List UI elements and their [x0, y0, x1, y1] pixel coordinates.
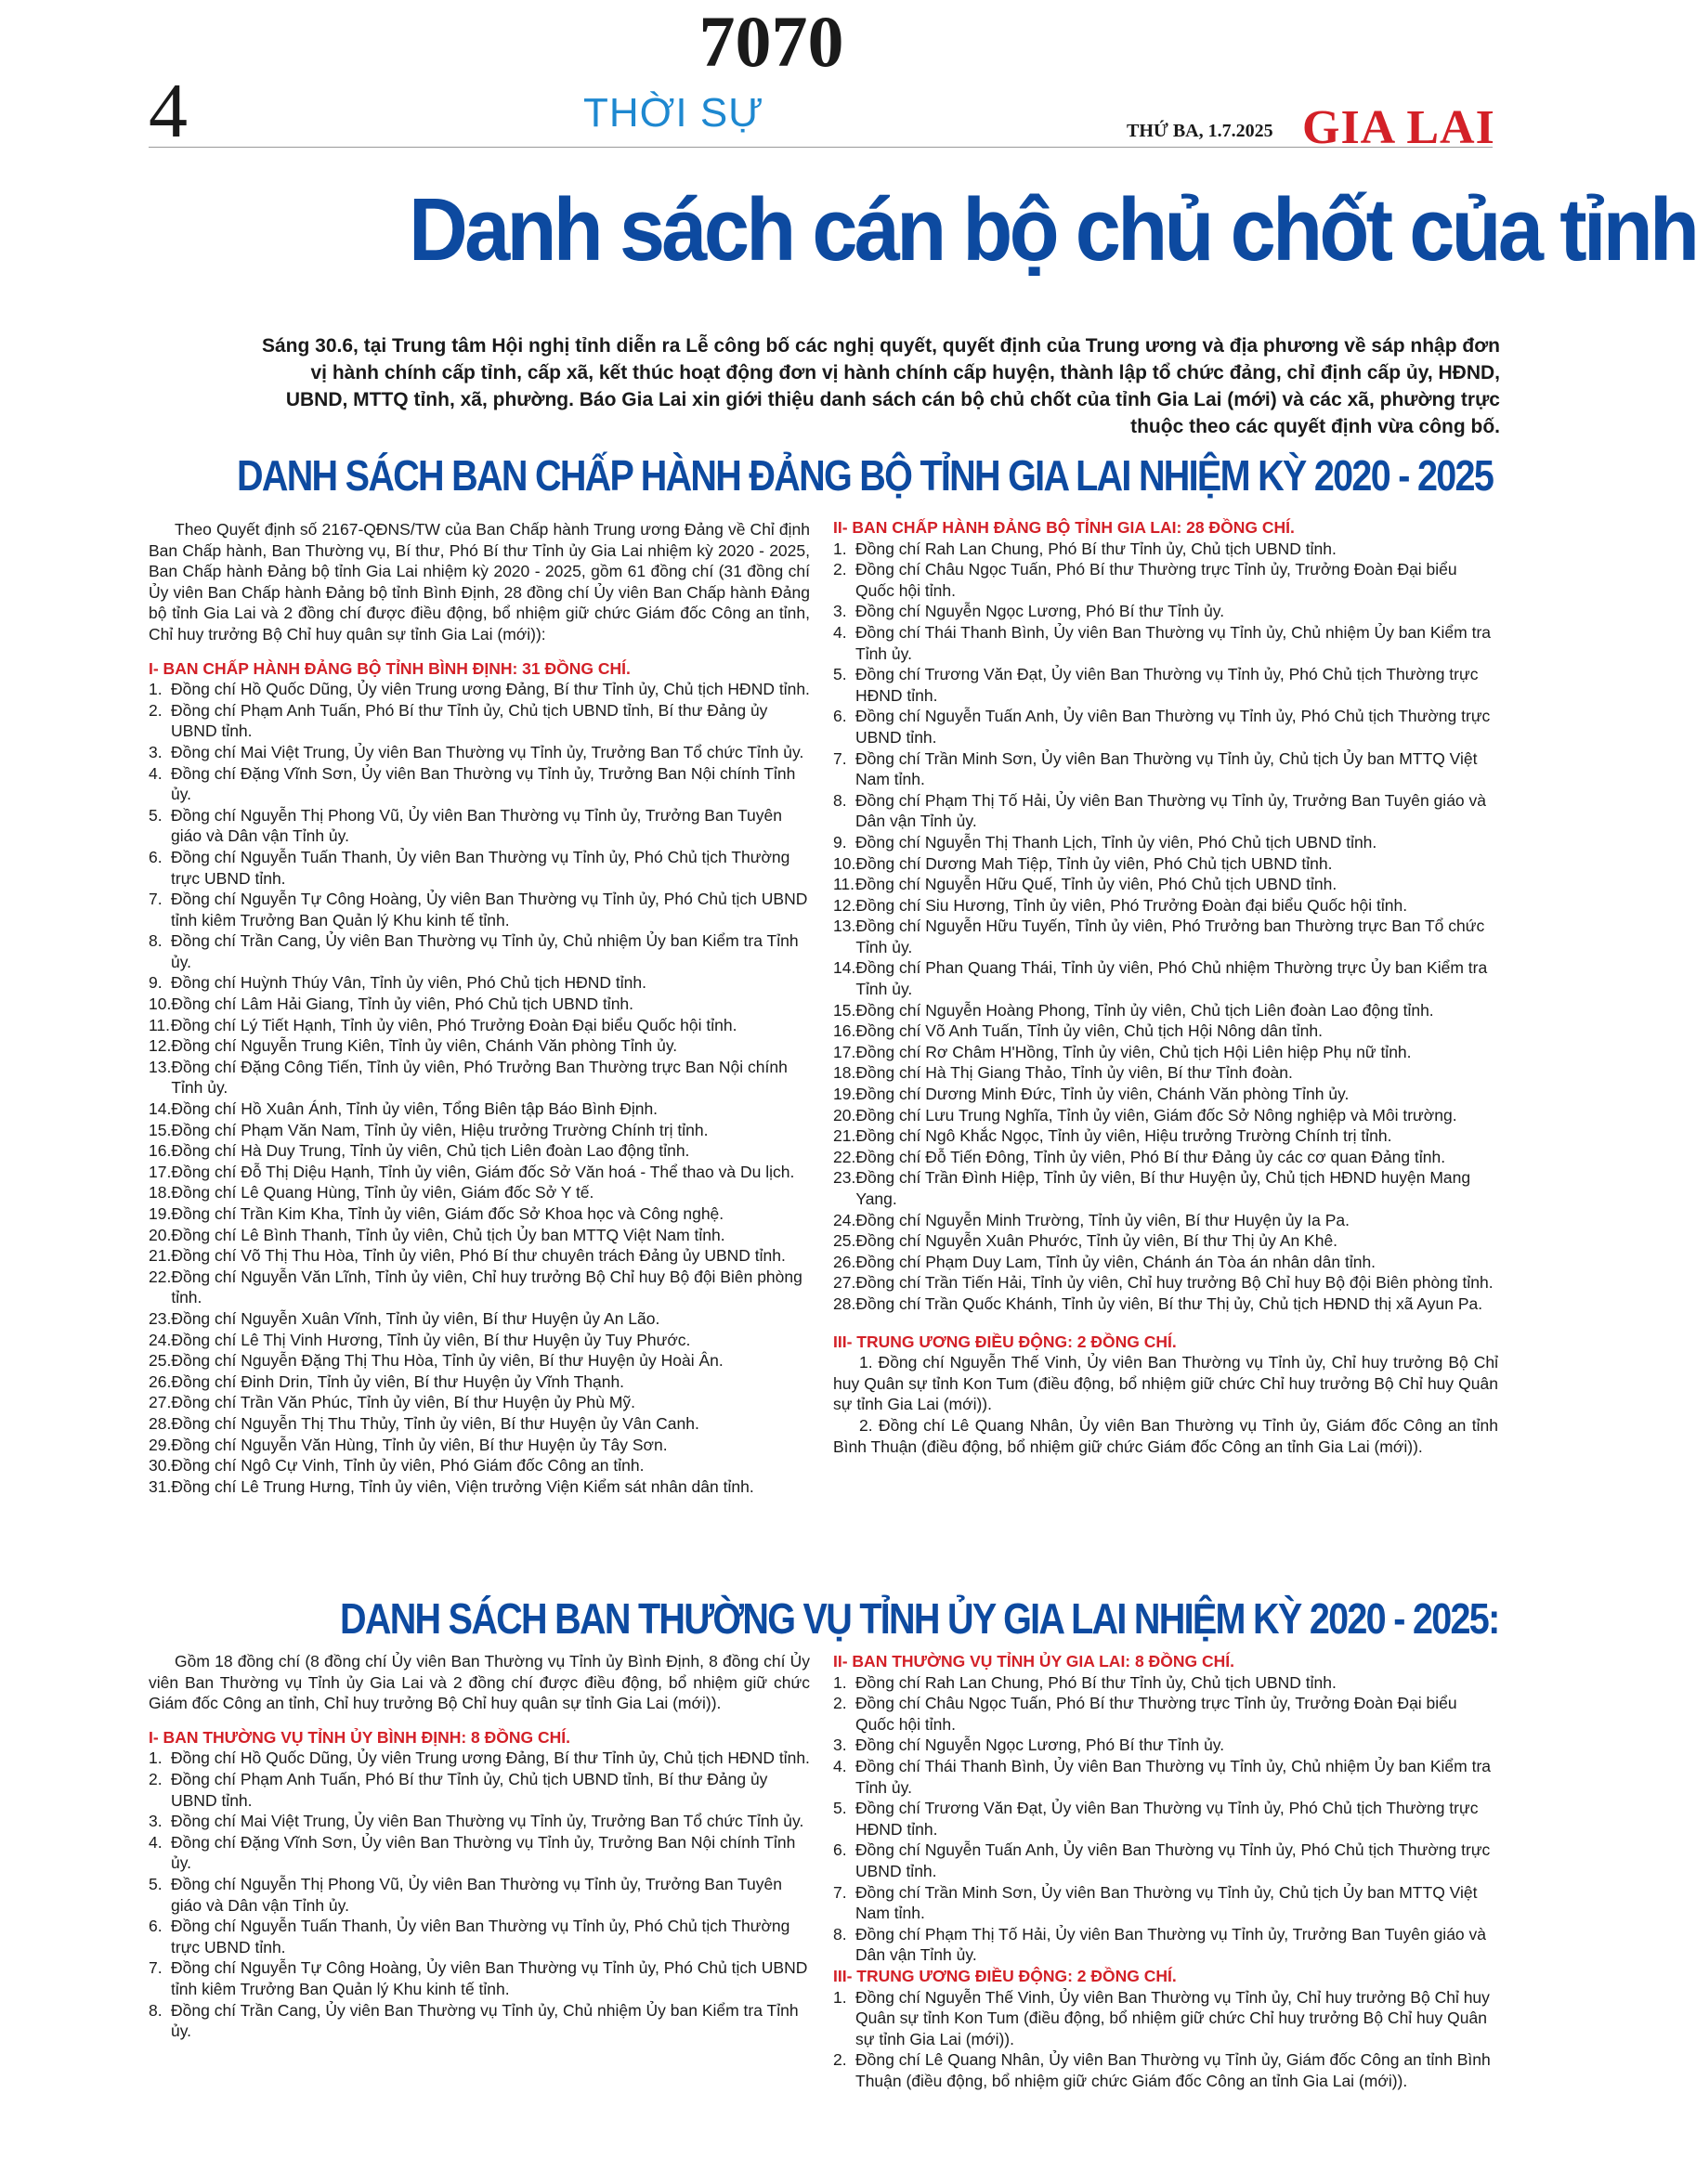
list-item-number: 8. [149, 931, 163, 951]
list-item [149, 742, 810, 763]
list-item-text: Đồng chí Nguyễn Tuấn Anh, Ủy viên Ban Thường vụ Tỉnh ủy, Phó Chủ tịch Thường trực UBND tỉnh. [855, 707, 1491, 747]
list-item [149, 2000, 810, 2042]
list-item [149, 805, 810, 847]
section2-left-column [149, 1651, 810, 2042]
list-item [149, 700, 810, 742]
list-item-text: Đồng chí Rơ Châm H'Hồng, Tỉnh ủy viên, Chủ tịch Hội Liên hiệp Phụ nữ tỉnh. [855, 1042, 1412, 1061]
list-item-text: Đồng chí Nguyễn Thị Thu Thủy, Tỉnh ủy viên, Bí thư Huyện ủy Vân Canh. [171, 1413, 699, 1433]
list-item-text: Đồng chí Phạm Văn Nam, Tỉnh ủy viên, Hiệu trưởng Trường Chính trị tỉnh. [171, 1120, 709, 1139]
list-item-text: Đồng chí Phạm Anh Tuấn, Phó Bí thư Tỉnh ủy, Chủ tịch UBND tỉnh, Bí thư Đảng ủy UBND tỉnh. [171, 1769, 768, 1810]
list-item [149, 1832, 810, 1874]
list-item-text: Đồng chí Nguyễn Văn Hùng, Tỉnh ủy viên, Bí thư Huyện ủy Tây Sơn. [171, 1435, 668, 1454]
list-item-text: Đồng chí Lê Quang Nhân, Ủy viên Ban Thường vụ Tỉnh ủy, Giám đốc Công an tỉnh Bình Thuận (điều động, bổ nhiệm giữ chức Giám đốc Công an tỉnh Gia Lai (mới)). [855, 2050, 1491, 2090]
list-item [833, 1230, 1498, 1252]
section2-part1-heading: I- BAN THƯỜNG VỤ TỈNH ỦY BÌNH ĐỊNH: 8 ĐỒNG CHÍ. [149, 1727, 570, 1747]
masthead-divider [149, 147, 1493, 148]
list-item-number: 20. [149, 1225, 172, 1244]
list-item-text: Đồng chí Nguyễn Trung Kiên, Tỉnh ủy viên, Chánh Văn phòng Tỉnh ủy. [171, 1036, 678, 1056]
list-item-number: 17. [149, 1162, 172, 1181]
list-item [833, 601, 1498, 622]
list-item [833, 1840, 1498, 1881]
list-item-number: 29. [149, 1435, 172, 1454]
list-item-text: Đồng chí Ngô Khắc Ngọc, Tỉnh ủy viên, Hiệu trưởng Trường Chính trị tỉnh. [855, 1126, 1392, 1146]
list-item-number: 1. [149, 680, 163, 699]
list-item-text: Đồng chí Lê Quang Hùng, Tỉnh ủy viên, Giám đốc Sở Y tế. [171, 1183, 594, 1202]
list-item [833, 1294, 1498, 1315]
list-item-text: Đồng chí Nguyễn Tuấn Anh, Ủy viên Ban Thường vụ Tỉnh ủy, Phó Chủ tịch Thường trực UBND tỉnh. [855, 1840, 1491, 1880]
list-item-number: 6. [149, 1917, 163, 1936]
list-item [833, 1062, 1498, 1084]
list-item-number: 8. [833, 1924, 847, 1944]
list-item-text: Đồng chí Trần Kim Kha, Tỉnh ủy viên, Giám đốc Sở Khoa học và Công nghệ. [171, 1204, 724, 1223]
list-item [149, 1203, 810, 1225]
list-item-number: 10. [833, 853, 856, 873]
page-number: 4 [149, 68, 188, 154]
list-item-number: 1. [833, 1672, 847, 1692]
list-item-number: 31. [149, 1476, 172, 1496]
list-item-text: Đồng chí Siu Hương, Tỉnh ủy viên, Phó Trưởng Đoàn đại biểu Quốc hội tỉnh. [855, 895, 1408, 915]
list-item [149, 1182, 810, 1203]
list-item-text: Đồng chí Trần Cang, Ủy viên Ban Thường vụ Tỉnh ủy, Chủ nhiệm Ủy ban Kiểm tra Tỉnh ủy. [171, 2000, 799, 2041]
list-item-text: Đồng chí Phạm Thị Tố Hải, Ủy viên Ban Thường vụ Tỉnh ủy, Trưởng Ban Tuyên giáo và Dân vận Tỉnh ủy. [855, 790, 1487, 831]
newspaper-brand: GIA LAI [1302, 101, 1495, 154]
list-item-number: 14. [833, 958, 856, 978]
list-item-text: Đồng chí Lưu Trung Nghĩa, Tỉnh ủy viên, Giám đốc Sở Nông nghiệp và Môi trường. [855, 1105, 1457, 1124]
list-item-text: Đồng chí Hà Thị Giang Thảo, Tỉnh ủy viên, Bí thư Tỉnh đoàn. [855, 1063, 1293, 1083]
list-item-number: 4. [149, 1832, 163, 1852]
list-item-number: 16. [149, 1141, 172, 1161]
list-item [149, 1748, 810, 1769]
list-item [833, 1125, 1498, 1147]
list-item [149, 1372, 810, 1393]
list-item-number: 11. [149, 1015, 171, 1034]
list-item-text: Đồng chí Võ Thị Thu Hòa, Tỉnh ủy viên, Phó Bí thư chuyên trách Đảng ủy UBND tỉnh. [171, 1246, 786, 1266]
list-item [833, 957, 1498, 999]
list-item-number: 24. [833, 1210, 856, 1229]
list-item-number: 7. [149, 1958, 163, 1978]
list-item-number: 1. [149, 1748, 163, 1768]
list-item-number: 16. [833, 1021, 856, 1041]
list-item-number: 7. [149, 890, 163, 909]
list-item [149, 1140, 810, 1162]
list-item [833, 539, 1498, 560]
list-item-text: Đồng chí Nguyễn Minh Trường, Tỉnh ủy viên, Bí thư Huyện ủy Ia Pa. [855, 1210, 1350, 1229]
issue-date: THỨ BA, 1.7.2025 [1127, 121, 1273, 141]
list-item [833, 1020, 1498, 1042]
section1-right-column [833, 517, 1498, 1457]
list-item [149, 1455, 810, 1476]
list-item-number: 23. [833, 1168, 856, 1188]
list-item [833, 1756, 1498, 1798]
issue-number: 7070 [698, 1, 844, 82]
section1-intro: Theo Quyết định số 2167-QĐNS/TW của Ban Chấp hành Trung ương Đảng về Chỉ định Ban Chấp hành, Ban Thường vụ, Bí thư, Phó Bí thư Tỉnh ủy Gia Lai nhiệm kỳ 2020 - 2025, Ban Chấp hành Đảng bộ tỉnh Gia Lai nhiệm kỳ 2020 - 2025, gồm 61 đồng chí (31 đồng chí Ủy viên Ban Chấp hành Đảng bộ tỉnh Bình Định, 28 đồng chí Ủy viên Ban Chấp hành Đảng bộ tỉnh Gia Lai và 2 đồng chí được điều động, bổ nhiệm giữ chức Giám đốc Công an tỉnh, Chỉ huy trưởng Bộ Chỉ huy quân sự tỉnh Gia Lai (mới)): [149, 520, 810, 644]
list-item-text: Đồng chí Nguyễn Thị Phong Vũ, Ủy viên Ban Thường vụ Tỉnh ủy, Trưởng Ban Tuyên giáo và Dân vận Tỉnh ủy. [171, 1874, 782, 1915]
list-item [149, 1476, 810, 1498]
section-title-standing-committee: DANH SÁCH BAN THƯỜNG VỤ TỈNH ỦY GIA LAI NHIỆM KỲ 2020 - 2025: [340, 1594, 1499, 1643]
list-item-text: Đồng chí Võ Anh Tuấn, Tỉnh ủy viên, Chủ tịch Hội Nông dân tỉnh. [855, 1021, 1323, 1041]
list-item [833, 1167, 1498, 1209]
list-item-number: 6. [833, 707, 847, 726]
list-item-text: Đồng chí Trần Minh Sơn, Ủy viên Ban Thường vụ Tỉnh ủy, Chủ tịch Ủy ban MTTQ Việt Nam tỉnh. [855, 748, 1478, 789]
list-item [833, 1210, 1498, 1231]
list-item-number: 2. [833, 560, 847, 579]
list-item-text: Đồng chí Trần Văn Phúc, Tỉnh ủy viên, Bí thư Huyện ủy Phù Mỹ. [171, 1393, 636, 1412]
list-item-text: Đồng chí Thái Thanh Bình, Ủy viên Ban Thường vụ Tỉnh ủy, Chủ nhiệm Ủy ban Kiểm tra Tỉnh ủy. [855, 1756, 1492, 1797]
list-item-number: 4. [833, 622, 847, 642]
list-item-text: Đồng chí Nguyễn Đặng Thị Thu Hòa, Tỉnh ủy viên, Bí thư Huyện ủy Hoài Ân. [171, 1351, 724, 1371]
list-item-text: Đồng chí Lê Thị Vinh Hương, Tỉnh ủy viên, Bí thư Huyện ủy Tuy Phước. [171, 1330, 691, 1349]
list-item-text: Đồng chí Đinh Drin, Tỉnh ủy viên, Bí thư Huyện ủy Vĩnh Thạnh. [171, 1372, 625, 1391]
section-label: THỜI SỰ [583, 90, 764, 136]
list-item-text: Đồng chí Thái Thanh Bình, Ủy viên Ban Thường vụ Tỉnh ủy, Chủ nhiệm Ủy ban Kiểm tra Tỉnh ủy. [855, 622, 1492, 663]
list-item-text: Đồng chí Đặng Vĩnh Sơn, Ủy viên Ban Thường vụ Tỉnh ủy, Trưởng Ban Nội chính Tỉnh ủy. [171, 763, 796, 804]
list-item-text: Đồng chí Đặng Công Tiến, Tỉnh ủy viên, Phó Trưởng Ban Thường trực Ban Nội chính Tỉnh ủy. [171, 1057, 788, 1098]
list-item-number: 22. [149, 1267, 172, 1286]
list-item-number: 3. [833, 1736, 847, 1755]
list-item [149, 1413, 810, 1435]
list-item [149, 1874, 810, 1916]
list-item-number: 2. [149, 700, 163, 720]
list-item-number: 21. [833, 1126, 856, 1146]
list-item [149, 1162, 810, 1183]
list-item-text: Đồng chí Dương Mah Tiệp, Tỉnh ủy viên, Phó Chủ tịch UBND tỉnh. [855, 853, 1333, 873]
section1-part1-list [149, 679, 810, 1497]
list-item: 2. Đồng chí Lê Quang Nhân, Ủy viên Ban Thường vụ Tỉnh ủy, Giám đốc Công an tỉnh Bình Thuận (điều động, bổ nhiệm giữ chức Giám đốc Công an tỉnh Gia Lai (mới)). [833, 1415, 1498, 1456]
list-item-text: Đồng chí Nguyễn Ngọc Lương, Phó Bí thư Tỉnh ủy. [855, 1736, 1225, 1755]
list-item [149, 1811, 810, 1832]
list-item-number: 30. [149, 1456, 172, 1476]
list-item-number: 1. [833, 1987, 847, 2007]
list-item [149, 1957, 810, 1999]
list-item-text: Đồng chí Nguyễn Xuân Phước, Tỉnh ủy viên, Bí thư Thị ủy An Khê. [855, 1231, 1338, 1251]
list-item [149, 1267, 810, 1308]
list-item [149, 1057, 810, 1098]
list-item-text: Đồng chí Nguyễn Thị Thanh Lịch, Tỉnh ủy viên, Phó Chủ tịch UBND tỉnh. [855, 832, 1377, 852]
list-item [833, 1798, 1498, 1840]
list-item-text: Đồng chí Nguyễn Tự Công Hoàng, Ủy viên Ban Thường vụ Tỉnh ủy, Phó Chủ tịch UBND tỉnh kiêm Trưởng Ban Quản lý Khu kinh tế tỉnh. [171, 1958, 808, 1998]
list-item-number: 22. [833, 1147, 856, 1166]
list-item-text: Đồng chí Huỳnh Thúy Vân, Tỉnh ủy viên, Phó Chủ tịch HĐND tỉnh. [171, 973, 646, 993]
list-item-text: Đồng chí Phạm Anh Tuấn, Phó Bí thư Tỉnh ủy, Chủ tịch UBND tỉnh, Bí thư Đảng ủy UBND tỉnh. [171, 700, 768, 741]
list-item [833, 1000, 1498, 1021]
list-item-text: Đồng chí Nguyễn Hoàng Phong, Tỉnh ủy viên, Chủ tịch Liên đoàn Lao động tỉnh. [855, 1000, 1434, 1020]
list-item-text: Đồng chí Nguyễn Hữu Tuyến, Tỉnh ủy viên, Phó Trưởng ban Thường trực Ban Tổ chức Tỉnh ủy. [855, 916, 1485, 956]
list-item [149, 972, 810, 994]
list-item: 1. Đồng chí Nguyễn Thế Vinh, Ủy viên Ban Thường vụ Tỉnh ủy, Chỉ huy trưởng Bộ Chỉ huy Quân sự tỉnh Kon Tum (điều động, bổ nhiệm giữ chức Chỉ huy trưởng Bộ Chỉ huy Quân sự tỉnh Gia Lai (mới)). [833, 1353, 1498, 1414]
list-item-number: 1. [833, 539, 847, 558]
list-item-text: Đồng chí Trần Đình Hiệp, Tỉnh ủy viên, Bí thư Huyện ủy, Chủ tịch HĐND huyện Mang Yang. [855, 1168, 1471, 1208]
list-item-text: Đồng chí Đỗ Thị Diệu Hạnh, Tỉnh ủy viên, Giám đốc Sở Văn hoá - Thể thao và Du lịch. [171, 1162, 795, 1181]
list-item [149, 1330, 810, 1351]
list-item-number: 26. [149, 1372, 172, 1391]
list-item-number: 2. [833, 1694, 847, 1713]
list-item-number: 20. [833, 1105, 856, 1124]
list-item-number: 15. [149, 1120, 172, 1139]
list-item-text: Đồng chí Phạm Thị Tố Hải, Ủy viên Ban Thường vụ Tỉnh ủy, Trưởng Ban Tuyên giáo và Dân vận Tỉnh ủy. [855, 1924, 1487, 1965]
list-item [833, 1924, 1498, 1966]
page-headline: Danh sách cán bộ chủ chốt của tỉnh [409, 180, 1696, 280]
list-item-number: 12. [149, 1036, 172, 1056]
list-item [149, 1035, 810, 1057]
list-item-text: Đồng chí Hồ Quốc Dũng, Ủy viên Trung ương Đảng, Bí thư Tỉnh ủy, Chủ tịch HĐND tỉnh. [171, 1748, 810, 1768]
list-item [149, 930, 810, 972]
list-item-text: Đồng chí Mai Việt Trung, Ủy viên Ban Thường vụ Tỉnh ủy, Trưởng Ban Tổ chức Tỉnh ủy. [171, 1812, 804, 1831]
list-item [833, 706, 1498, 748]
list-item-number: 7. [833, 1882, 847, 1902]
list-item [149, 679, 810, 700]
section1-part1-heading: I- BAN CHẤP HÀNH ĐẢNG BỘ TỈNH BÌNH ĐỊNH: 31 ĐỒNG CHÍ. [149, 658, 631, 678]
list-item [833, 790, 1498, 832]
list-item [833, 1987, 1498, 2050]
list-item-text: Đồng chí Trương Văn Đạt, Ủy viên Ban Thường vụ Tỉnh ủy, Phó Chủ tịch Thường trực HĐND tỉnh. [855, 1799, 1479, 1839]
section2-part3-list [833, 1987, 1498, 2092]
list-item [833, 622, 1498, 664]
lead-paragraph: Sáng 30.6, tại Trung tâm Hội nghị tỉnh diễn ra Lễ công bố các nghị quyết, quyết định của Trung ương và địa phương về sáp nhập đơn vị hành chính cấp tỉnh, cấp xã, kết thúc hoạt động đơn vị hành chính cấp huyện, thành lập tổ chức đảng, chỉ định cấp ủy, HĐND, UBND, MTTQ tỉnh, xã, phường. Báo Gia Lai xin giới thiệu danh sách cán bộ chủ chốt của tỉnh Gia Lai (mới) và các xã, phường trực thuộc theo các quyết định vừa công bố. [262, 335, 1500, 437]
list-item-number: 27. [833, 1273, 856, 1293]
list-item-number: 5. [833, 665, 847, 684]
list-item-text: Đồng chí Lê Trung Hưng, Tỉnh ủy viên, Viện trưởng Viện Kiểm sát nhân dân tỉnh. [171, 1476, 754, 1496]
list-item-text: Đồng chí Nguyễn Thị Phong Vũ, Ủy viên Ban Thường vụ Tỉnh ủy, Trưởng Ban Tuyên giáo và Dân vận Tỉnh ủy. [171, 805, 782, 846]
list-item-number: 2. [833, 2050, 847, 2070]
list-item-number: 5. [149, 1874, 163, 1893]
list-item-number: 18. [149, 1183, 172, 1202]
list-item [833, 1693, 1498, 1735]
list-item-text: Đồng chí Phạm Duy Lam, Tỉnh ủy viên, Chánh án Tòa án nhân dân tỉnh. [855, 1252, 1376, 1271]
list-item-number: 14. [149, 1099, 172, 1119]
list-item-number: 6. [149, 847, 163, 866]
list-item-text: Đồng chí Rah Lan Chung, Phó Bí thư Tỉnh ủy, Chủ tịch UBND tỉnh. [855, 1672, 1337, 1692]
list-item [149, 1769, 810, 1811]
list-item-number: 19. [149, 1204, 172, 1223]
list-item-number: 21. [149, 1246, 172, 1266]
list-item [149, 1392, 810, 1413]
list-item-number: 5. [149, 805, 163, 825]
list-item [833, 1882, 1498, 1924]
list-item-number: 10. [149, 994, 172, 1014]
list-item-text: Đồng chí Ngô Cự Vinh, Tỉnh ủy viên, Phó Giám đốc Công an tỉnh. [171, 1456, 645, 1476]
list-item-text: Đồng chí Nguyễn Tuấn Thanh, Ủy viên Ban Thường vụ Tỉnh ủy, Phó Chủ tịch Thường trực UBND tỉnh. [171, 1917, 790, 1956]
list-item [833, 853, 1498, 875]
list-item [149, 1015, 810, 1036]
list-item-number: 12. [833, 895, 856, 915]
list-item-text: Đồng chí Hồ Xuân Ánh, Tỉnh ủy viên, Tổng Biên tập Báo Bình Định. [171, 1099, 659, 1119]
list-item [833, 832, 1498, 853]
list-item-number: 24. [149, 1330, 172, 1349]
list-item [149, 1120, 810, 1141]
section-title-executive-committee: DANH SÁCH BAN CHẤP HÀNH ĐẢNG BỘ TỈNH GIA LAI NHIỆM KỲ 2020 - 2025 [237, 451, 1494, 500]
list-item-number: 25. [833, 1231, 856, 1251]
list-item-number: 28. [149, 1413, 172, 1433]
list-item-text: Đồng chí Hồ Quốc Dũng, Ủy viên Trung ương Đảng, Bí thư Tỉnh ủy, Chủ tịch HĐND tỉnh. [171, 680, 810, 699]
list-item [833, 1672, 1498, 1694]
list-item-text: Đồng chí Phan Quang Thái, Tỉnh ủy viên, Phó Chủ nhiệm Thường trực Ủy ban Kiểm tra Tỉnh ủy. [855, 958, 1488, 999]
list-item-text: Đồng chí Trương Văn Đạt, Ủy viên Ban Thường vụ Tỉnh ủy, Phó Chủ tịch Thường trực HĐND tỉnh. [855, 665, 1479, 705]
list-item [833, 664, 1498, 706]
list-item-number: 3. [833, 602, 847, 621]
list-item [833, 559, 1498, 601]
list-item-number: 3. [149, 1812, 163, 1831]
list-item-text: Đồng chí Đỗ Tiến Đông, Tỉnh ủy viên, Phó Bí thư Đảng ủy các cơ quan Đảng tỉnh. [855, 1147, 1446, 1166]
list-item [833, 1042, 1498, 1063]
list-item [149, 1225, 810, 1246]
list-item-number: 8. [833, 790, 847, 810]
section1-part2-list [833, 539, 1498, 1315]
list-item [833, 916, 1498, 957]
list-item [149, 1098, 810, 1120]
list-item-text: Đồng chí Trần Tiến Hải, Tỉnh ủy viên, Chỉ huy trưởng Bộ Chỉ huy Bộ đội Biên phòng tỉnh. [855, 1273, 1494, 1293]
section2-part3-heading: III- TRUNG ƯƠNG ĐIỀU ĐỘNG: 2 ĐỒNG CHÍ. [833, 1966, 1177, 1985]
list-item [833, 748, 1498, 790]
list-item-number: 27. [149, 1393, 172, 1412]
list-item-number: 4. [833, 1756, 847, 1775]
section1-part3-list [833, 1352, 1498, 1457]
list-item [833, 1272, 1498, 1294]
list-item [149, 763, 810, 805]
list-item-text: Đồng chí Hà Duy Trung, Tỉnh ủy viên, Chủ tịch Liên đoàn Lao động tỉnh. [171, 1141, 690, 1161]
list-item-text: Đồng chí Mai Việt Trung, Ủy viên Ban Thường vụ Tỉnh ủy, Trưởng Ban Tổ chức Tỉnh ủy. [171, 742, 804, 761]
list-item-number: 9. [833, 832, 847, 852]
list-item [833, 895, 1498, 916]
list-item-text: Đồng chí Trần Minh Sơn, Ủy viên Ban Thường vụ Tỉnh ủy, Chủ tịch Ủy ban MTTQ Việt Nam tỉnh. [855, 1882, 1478, 1923]
list-item-number: 7. [833, 748, 847, 768]
list-item [833, 1084, 1498, 1105]
section2-right-column [833, 1651, 1498, 2091]
list-item-text: Đồng chí Nguyễn Tự Công Hoàng, Ủy viên Ban Thường vụ Tỉnh ủy, Phó Chủ tịch UBND tỉnh kiêm Trưởng Ban Quản lý Khu kinh tế tỉnh. [171, 890, 808, 930]
list-item-number: 19. [833, 1085, 856, 1104]
list-item-text: Đồng chí Lê Bình Thanh, Tỉnh ủy viên, Chủ tịch Ủy ban MTTQ Việt Nam tỉnh. [171, 1225, 725, 1244]
list-item-text: Đồng chí Rah Lan Chung, Phó Bí thư Tỉnh ủy, Chủ tịch UBND tỉnh. [855, 539, 1337, 558]
list-item-text: Đồng chí Trần Quốc Khánh, Tỉnh ủy viên, Bí thư Thị ủy, Chủ tịch HĐND thị xã Ayun Pa. [855, 1294, 1483, 1313]
list-item-number: 13. [833, 916, 856, 936]
list-item-number: 6. [833, 1840, 847, 1860]
list-item-text: Đồng chí Nguyễn Văn Lĩnh, Tỉnh ủy viên, Chỉ huy trưởng Bộ Chỉ huy Bộ đội Biên phòng tỉnh. [171, 1267, 802, 1307]
list-item-text: Đồng chí Châu Ngọc Tuấn, Phó Bí thư Thường trực Tỉnh ủy, Trưởng Đoàn Đại biểu Quốc hội tỉnh. [855, 560, 1457, 600]
list-item-text: Đồng chí Trần Cang, Ủy viên Ban Thường vụ Tỉnh ủy, Chủ nhiệm Ủy ban Kiểm tra Tỉnh ủy. [171, 931, 799, 971]
section1-part3-heading: III- TRUNG ƯƠNG ĐIỀU ĐỘNG: 2 ĐỒNG CHÍ. [833, 1332, 1177, 1351]
list-item [149, 889, 810, 930]
list-item-number: 5. [833, 1799, 847, 1818]
list-item-number: 28. [833, 1294, 856, 1313]
list-item-number: 23. [149, 1308, 172, 1328]
list-item-text: Đồng chí Nguyễn Tuấn Thanh, Ủy viên Ban Thường vụ Tỉnh ủy, Phó Chủ tịch Thường trực UBND tỉnh. [171, 847, 790, 888]
list-item-number: 13. [149, 1057, 172, 1076]
list-item-number: 9. [149, 973, 163, 993]
section1-part2-heading: II- BAN CHẤP HÀNH ĐẢNG BỘ TỈNH GIA LAI: 28 ĐỒNG CHÍ. [833, 518, 1295, 537]
list-item [149, 1245, 810, 1267]
list-item [149, 847, 810, 889]
list-item [833, 1147, 1498, 1168]
list-item [149, 994, 810, 1015]
list-item [149, 1435, 810, 1456]
list-item [833, 2049, 1498, 2091]
list-item-number: 17. [833, 1042, 856, 1061]
list-item-number: 3. [149, 742, 163, 761]
list-item [149, 1308, 810, 1330]
list-item-text: Đồng chí Nguyễn Xuân Vĩnh, Tỉnh ủy viên, Bí thư Huyện ủy An Lão. [171, 1308, 660, 1328]
list-item-text: Đồng chí Dương Minh Đức, Tỉnh ủy viên, Chánh Văn phòng Tỉnh ủy. [855, 1085, 1350, 1104]
section1-left-column [149, 519, 810, 1497]
section2-part1-list [149, 1748, 810, 2041]
list-item-number: 4. [149, 763, 163, 783]
list-item-number: 8. [149, 2000, 163, 2020]
list-item [833, 1105, 1498, 1126]
list-item-number: 25. [149, 1351, 172, 1371]
section2-part2-list [833, 1672, 1498, 1966]
section2-part2-heading: II- BAN THƯỜNG VỤ TỈNH ỦY GIA LAI: 8 ĐỒNG CHÍ. [833, 1652, 1234, 1670]
list-item [833, 1252, 1498, 1273]
list-item [149, 1350, 810, 1372]
list-item-text: Đồng chí Lâm Hải Giang, Tỉnh ủy viên, Phó Chủ tịch UBND tỉnh. [171, 994, 634, 1014]
list-item-number: 2. [149, 1769, 163, 1788]
list-item-text: Đồng chí Nguyễn Hữu Quế, Tỉnh ủy viên, Phó Chủ tịch UBND tỉnh. [855, 875, 1337, 894]
list-item-number: 11. [833, 875, 855, 894]
list-item-number: 26. [833, 1252, 856, 1271]
list-item-text: Đồng chí Lý Tiết Hạnh, Tỉnh ủy viên, Phó Trưởng Đoàn Đại biểu Quốc hội tỉnh. [171, 1015, 737, 1034]
section2-intro: Gồm 18 đồng chí (8 đồng chí Ủy viên Ban Thường vụ Tỉnh ủy Bình Định, 8 đồng chí Ủy viên Ban Thường vụ Tỉnh ủy Gia Lai và 2 đồng chí được điều động, bổ nhiệm giữ chức Giám đốc Công an tỉnh, Chỉ huy trưởng Bộ Chỉ huy quân sự tỉnh Gia Lai (mới)). [149, 1652, 810, 1713]
list-item [833, 1735, 1498, 1756]
list-item [833, 874, 1498, 895]
list-item [149, 1916, 810, 1957]
list-item-text: Đồng chí Nguyễn Thế Vinh, Ủy viên Ban Thường vụ Tỉnh ủy, Chỉ huy trưởng Bộ Chỉ huy Quân sự tỉnh Kon Tum (điều động, bổ nhiệm giữ chức Chỉ huy trưởng Bộ Chỉ huy Quân sự tỉnh Gia Lai (mới)). [855, 1987, 1490, 2048]
list-item-number: 15. [833, 1000, 856, 1020]
list-item-text: Đồng chí Châu Ngọc Tuấn, Phó Bí thư Thường trực Tỉnh ủy, Trưởng Đoàn Đại biểu Quốc hội tỉnh. [855, 1694, 1457, 1734]
list-item-number: 18. [833, 1063, 856, 1083]
list-item-text: Đồng chí Đặng Vĩnh Sơn, Ủy viên Ban Thường vụ Tỉnh ủy, Trưởng Ban Nội chính Tỉnh ủy. [171, 1832, 796, 1873]
list-item-text: Đồng chí Nguyễn Ngọc Lương, Phó Bí thư Tỉnh ủy. [855, 602, 1225, 621]
